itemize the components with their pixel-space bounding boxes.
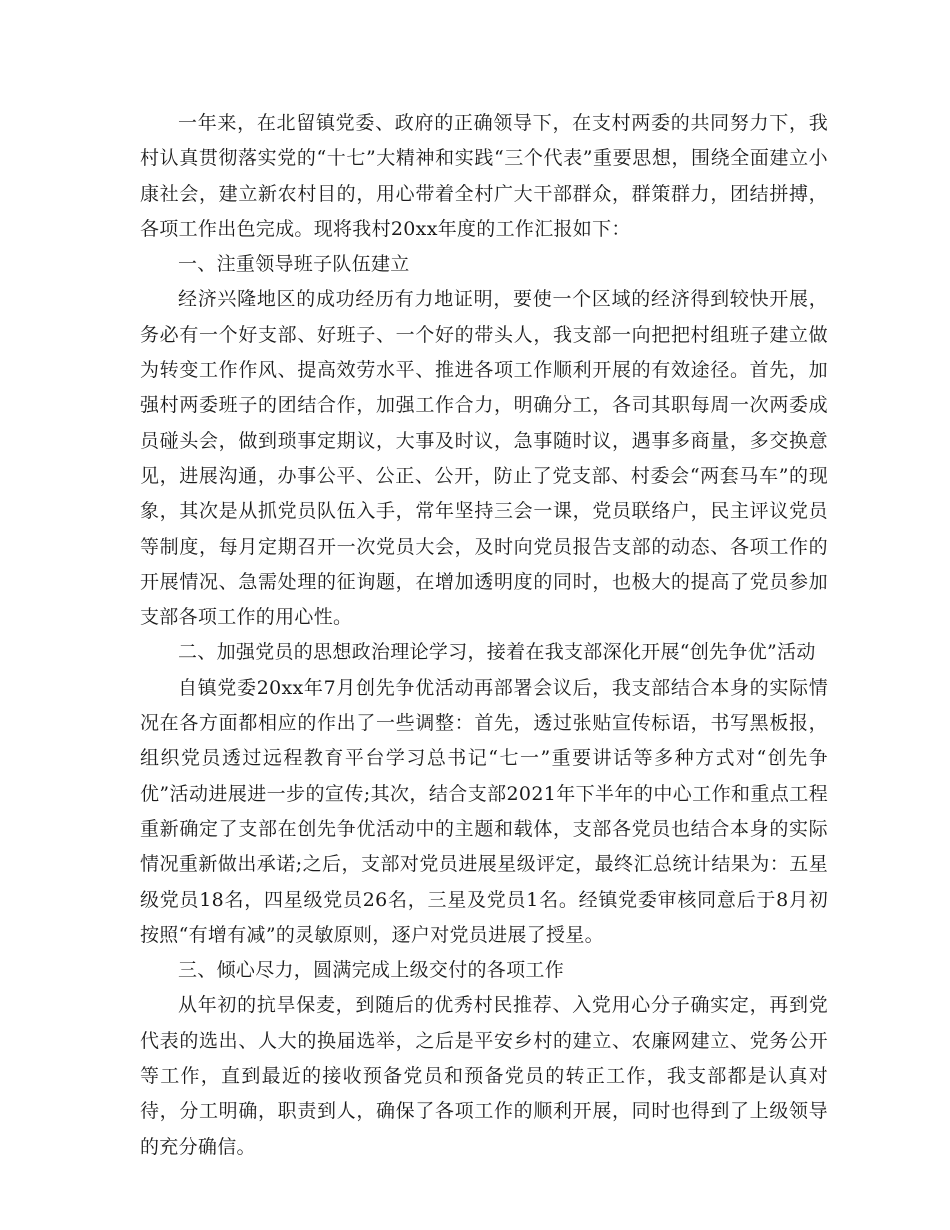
section-3-paragraph: 从年初的抗旱保麦，到随后的优秀村民推荐、入党用心分子确实定，再到党代表的选出、人大的换届选举，之后是平安乡村的建立、农廉网建立、党务公开等工作，直到最近的接收预备党员和预备党员的转正工作，我支部都是认真对待，分工明确，职责到人，确保了各项工作的顺利开展，同时也得到了上级领导的充分确信。 [140, 994, 828, 1158]
section-2-paragraph: 自镇党委20xx年7月创先争优活动再部署会议后，我支部结合本身的实际情况在各方面都相应的作出了一些调整：首先，透过张贴宣传标语，书写黑板报，组织党员透过远程教育平台学习总书记“七一”重要讲话等多种方式对“创先争优”活动进展进一步的宣传;其次，结合支部2021年下半年的中心工作和重点工程重新确定了支部在创先争优活动中的主题和载体，支部各党员也结合本身的实际情况重新做出承诺;之后，支部对党员进展星级评定，最终汇总统计结果为：五星级党员18名，四星级党员26名，三星及党员1名。经镇党委审核同意后于8月初按照“有增有减”的灵敏原则，逐户对党员进展了授星。 [140, 676, 828, 946]
document-body [140, 106, 828, 1165]
section-heading-2: 二、加强党员的思想政治理论学习，接着在我支部深化开展“创先争优”活动 [178, 641, 816, 664]
section-heading-1: 一、注重领导班子队伍建立 [178, 253, 410, 276]
section-heading-3: 三、倾心尽力，圆满完成上级交付的各项工作 [178, 959, 565, 982]
intro-paragraph: 一年来，在北留镇党委、政府的正确领导下，在支村两委的共同努力下，我村认真贯彻落实党的“十七”大精神和实践“三个代表”重要思想，围绕全面建立小康社会，建立新农村目的，用心带着全村广大干部群众，群策群力，团结拼搏，各项工作出色完成。现将我村20xx年度的工作汇报如下： [140, 112, 828, 240]
section-1-paragraph: 经济兴隆地区的成功经历有力地证明，要使一个区域的经济得到较快开展，务必有一个好支部、好班子、一个好的带头人，我支部一向把把村组班子建立做为转变工作作风、提高效劳水平、推进各项工作顺利开展的有效途径。首先，加强村两委班子的团结合作，加强工作合力，明确分工，各司其职每周一次两委成员碰头会，做到琐事定期议，大事及时议，急事随时议，遇事多商量，多交换意见，进展沟通，办事公平、公正、公开，防止了党支部、村委会“两套马车”的现象，其次是从抓党员队伍入手，常年坚持三会一课，党员联络户，民主评议党员等制度，每月定期召开一次党员大会，及时向党员报告支部的动态、各项工作的开展情况、急需处理的征询题，在增加透明度的同时，也极大的提高了党员参加支部各项工作的用心性。 [140, 288, 828, 629]
